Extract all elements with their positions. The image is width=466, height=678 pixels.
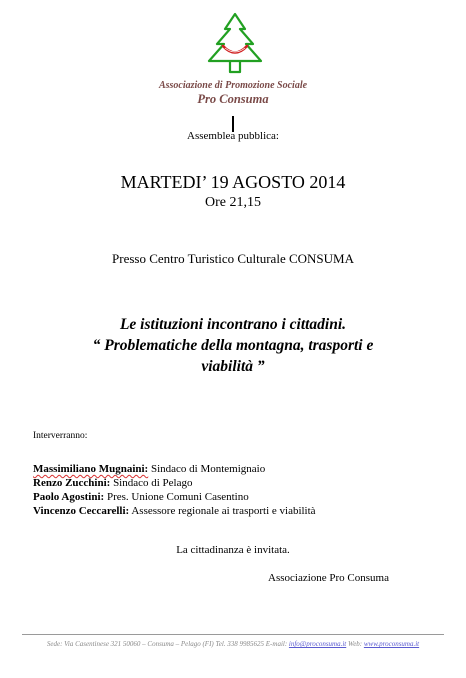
speaker-row: [33, 504, 316, 518]
association-type: Associazione di Promozione Sociale: [158, 80, 308, 91]
speaker-role: Assessore regionale ai trasporti e viabilità: [129, 505, 316, 517]
website-link[interactable]: www.proconsuma.it: [363, 640, 420, 648]
footer-address: [0, 640, 466, 648]
event-date: MARTEDI’ 19 AGOSTO 2014: [120, 172, 346, 192]
association-name: Pro Consuma: [197, 92, 269, 106]
speaker-role: Sindaco di Pelago: [110, 477, 193, 489]
speaker-row: [33, 462, 316, 476]
event-time: Ore 21,15: [205, 195, 261, 210]
christmas-tree-logo-icon: [203, 12, 267, 78]
speaker-name: Paolo Agostini:: [33, 491, 105, 503]
footer-contact-text: Sede: Via Casentinese 321 50060 – Consuma – Pelago (FI) Tel. 338 9985625 E-mail:: [46, 640, 289, 648]
footer-web-label: Web:: [346, 640, 364, 648]
speaker-row: [33, 490, 316, 504]
signature: Associazione Pro Consuma: [268, 572, 389, 584]
speaker-name: Vincenzo Ceccarelli:: [33, 505, 130, 517]
speaker-role: Sindaco di Montemignaio: [148, 463, 266, 475]
event-venue: Presso Centro Turistico Culturale CONSUMA: [112, 251, 354, 266]
event-label: Assemblea pubblica:: [187, 130, 279, 142]
speaker-row: [33, 476, 316, 490]
speaker-name: Massimiliano Mugnaini:: [33, 463, 149, 475]
speaker-name: Renzo Zucchini:: [33, 477, 111, 489]
event-title-line2: “ Problematiche della montagna, trasporti e: [92, 337, 374, 354]
speakers-list: [33, 462, 316, 518]
speakers-heading: Interverranno:: [33, 431, 88, 441]
footer-divider: [22, 634, 444, 635]
event-title-line3: viabilità ”: [201, 358, 265, 375]
event-title-line1: Le istituzioni incontrano i cittadini.: [119, 316, 347, 333]
email-link[interactable]: info@proconsuma.it: [288, 640, 347, 648]
speaker-role: Pres. Unione Comuni Casentino: [104, 491, 249, 503]
invitation-text: La cittadinanza è invitata.: [176, 544, 290, 556]
